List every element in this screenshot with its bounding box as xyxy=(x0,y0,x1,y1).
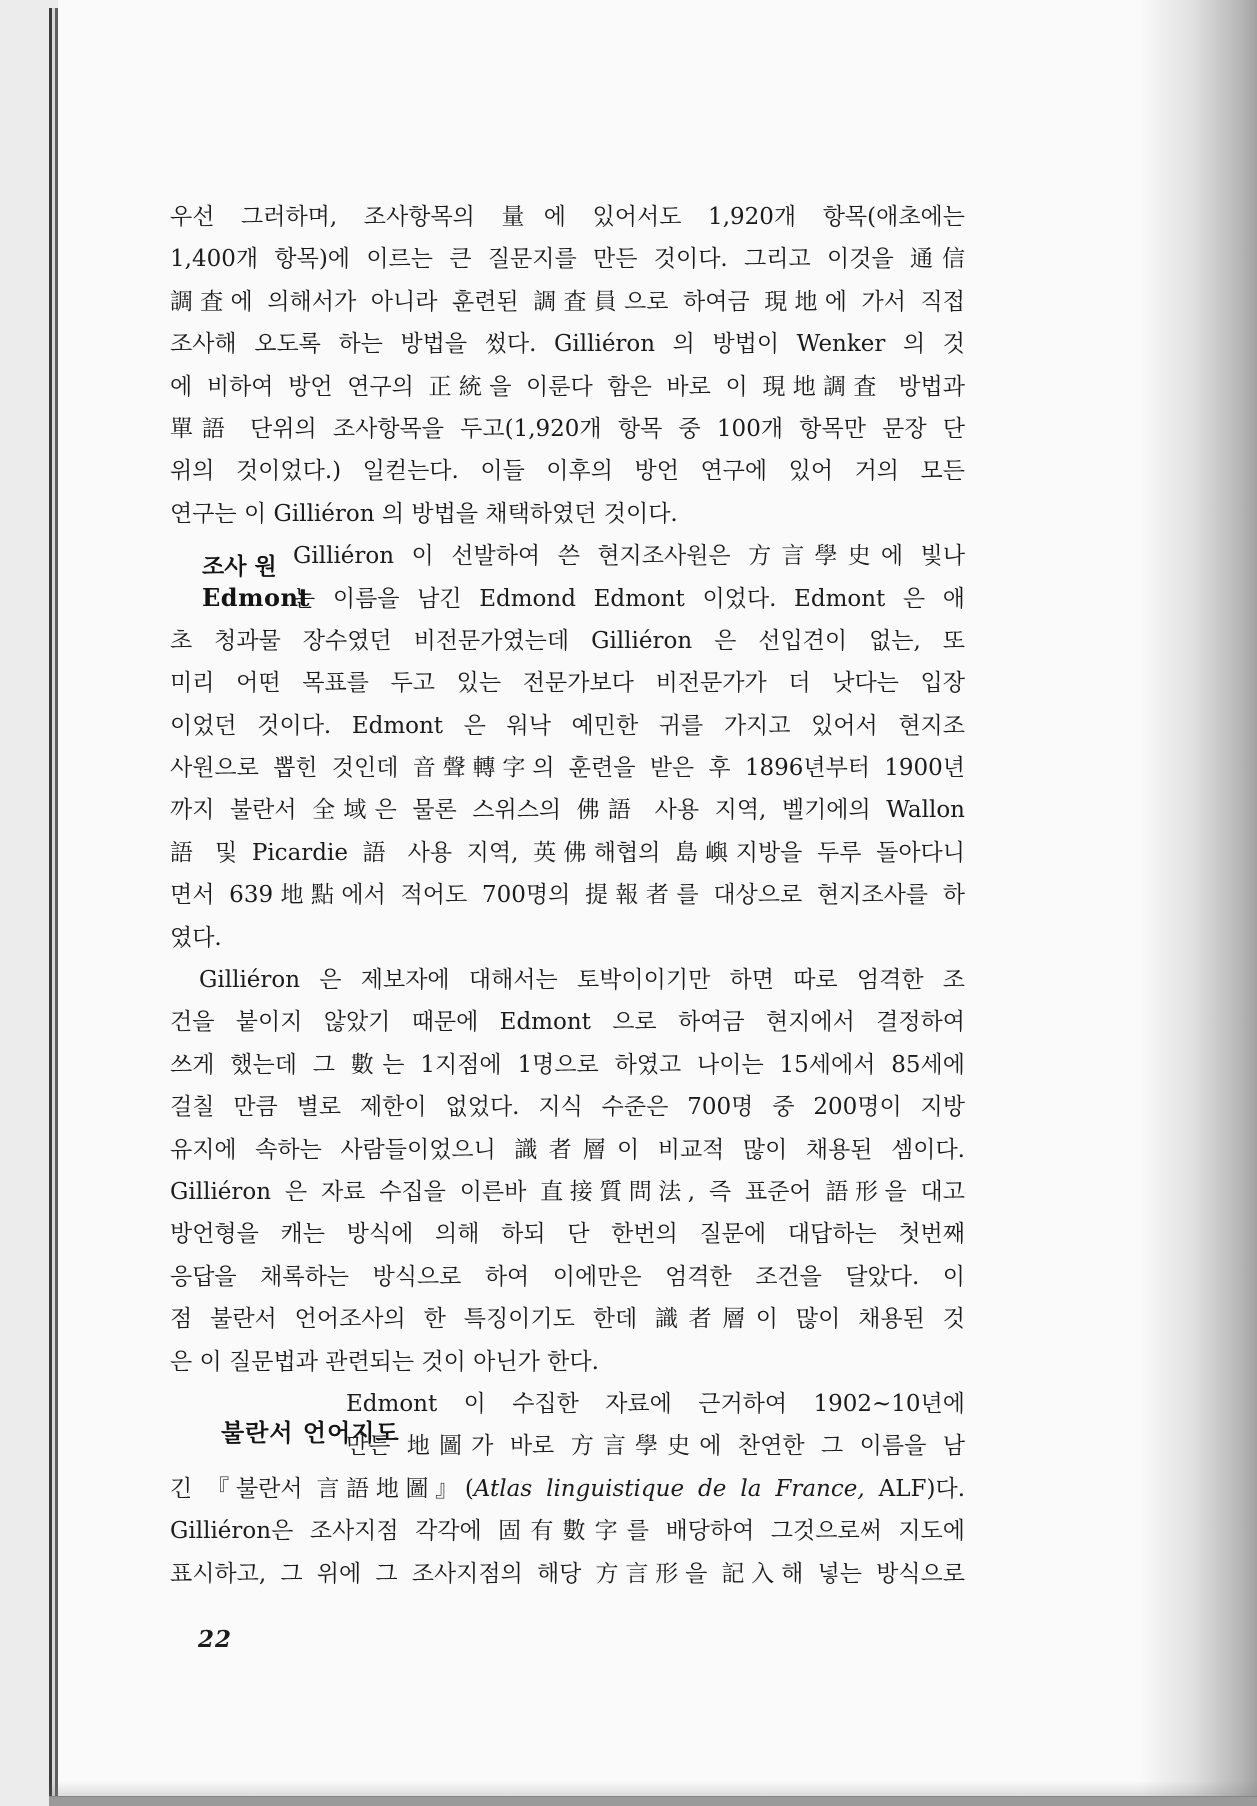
text-line xyxy=(170,662,965,704)
text-line xyxy=(170,1298,965,1340)
text-segment: 語 및 Picardie 語 사용 지역, 英佛해협의 島嶼지방을 두루 돌아다니 xyxy=(170,839,965,866)
text-line xyxy=(170,1510,965,1552)
text-line xyxy=(170,959,965,1001)
text-line xyxy=(170,1044,965,1086)
margin-note-survey-worker xyxy=(202,551,310,613)
text-line xyxy=(170,1341,965,1383)
bottom-edge-bar xyxy=(49,1796,1257,1806)
text-line xyxy=(170,747,965,789)
italic-text-segment: Atlas linguistique de la France, xyxy=(473,1475,865,1502)
text-segment: Gilliéron 이 선발하여 쓴 현지조사원은 方言學史에 빛나 xyxy=(293,543,965,570)
text-line xyxy=(170,1001,965,1043)
text-line xyxy=(170,1256,965,1298)
text-line xyxy=(170,366,965,408)
margin-note-line: 불란서 언어지도 xyxy=(221,1418,400,1447)
text-segment: 초 청과물 장수였던 비전문가였는데 Gilliéron 은 선입견이 없는, 또 xyxy=(170,627,965,654)
text-segment: 單語 단위의 조사항목을 두고(1,920개 항목 중 100개 항목만 문장 단 xyxy=(170,415,965,442)
text-segment: 사원으로 뽑힌 것인데 音聲轉字의 훈련을 받은 후 1896년부터 1900년 xyxy=(170,755,965,782)
text-segment: 은 이 질문법과 관련되는 것이 아닌가 한다. xyxy=(170,1348,599,1375)
text-segment: 이었던 것이다. Edmont 은 워낙 예민한 귀를 가지고 있어서 현지조 xyxy=(170,712,965,739)
text-segment: 긴 『불란서 言語地圖』( xyxy=(170,1475,474,1502)
text-line xyxy=(170,705,965,747)
margin-note-line: 조사 원 xyxy=(202,553,277,580)
text-segment: 위의 것이었다.) 일컫는다. 이들 이후의 방언 연구에 있어 거의 모든 xyxy=(170,458,965,485)
text-line xyxy=(170,1171,965,1213)
text-segment: 방언형을 캐는 방식에 의해 하되 단 한번의 질문에 대답하는 첫번째 xyxy=(170,1221,965,1248)
text-segment: 우선 그러하며, 조사항목의 量에 있어서도 1,920개 항목(애초에는 xyxy=(170,204,965,230)
text-line xyxy=(170,196,965,238)
text-line xyxy=(170,1553,965,1595)
text-segment: 는 이름을 남긴 Edmond Edmont 이었다. Edmont 은 애 xyxy=(293,585,965,612)
margin-note-line: Edmont xyxy=(202,583,311,612)
text-line xyxy=(170,874,965,916)
text-line xyxy=(170,450,965,492)
text-line xyxy=(170,620,965,662)
text-segment: 표시하고, 그 위에 그 조사지점의 해당 方言形을 記入해 넣는 방식으로 xyxy=(170,1560,965,1587)
text-line xyxy=(170,832,965,874)
margin-note-atlas xyxy=(221,1413,400,1448)
text-line xyxy=(170,1086,965,1128)
text-segment: 연구는 이 Gilliéron 의 방법을 채택하였던 것이다. xyxy=(170,500,678,527)
text-segment: ALF)다. xyxy=(864,1475,965,1502)
text-segment: 응답을 채록하는 방식으로 하여 이에만은 엄격한 조건을 달았다. 이 xyxy=(170,1263,965,1290)
text-segment: 까지 불란서 全域은 물론 스위스의 佛語 사용 지역, 벨기에의 Wallon xyxy=(170,797,965,824)
text-line xyxy=(170,493,965,535)
text-line xyxy=(170,281,965,323)
text-segment: Gilliéron은 조사지점 각각에 固有數字를 배당하여 그것으로써 지도에 xyxy=(170,1518,965,1545)
text-line xyxy=(170,1468,965,1510)
page-number: 22 xyxy=(198,1626,233,1653)
text-segment: 였다. xyxy=(170,924,222,951)
text-line xyxy=(170,323,965,365)
text-segment: 에 비하여 방언 연구의 正統을 이룬다 함은 바로 이 現地調査 방법과 xyxy=(170,373,965,400)
text-segment: 면서 639地點에서 적어도 700명의 提報者를 대상으로 현지조사를 하 xyxy=(170,882,965,909)
page-curl-shadow xyxy=(1139,0,1257,1806)
text-segment: Gilliéron 은 제보자에 대해서는 토박이이기만 하면 따로 엄격한 조 xyxy=(199,967,965,994)
text-segment: Gilliéron 은 자료 수집을 이른바 直接質問法, 즉 표준어 語形을 대고 xyxy=(170,1178,965,1205)
text-segment: 調査에 의해서가 아니라 훈련된 調査員으로 하여금 現地에 가서 직접 xyxy=(170,288,965,315)
text-line xyxy=(170,1129,965,1171)
text-segment: 미리 어떤 목표를 두고 있는 전문가보다 비전문가가 더 낫다는 입장 xyxy=(170,670,965,697)
text-segment: 조사해 오도록 하는 방법을 썼다. Gilliéron 의 방법이 Wenker 의 것 xyxy=(170,331,965,358)
text-line xyxy=(170,408,965,450)
text-column xyxy=(170,196,965,1595)
text-segment: 1,400개 항목)에 이르는 큰 질문지를 만든 것이다. 그리고 이것을 通信 xyxy=(170,246,965,273)
text-segment: 건을 붙이지 않았기 때문에 Edmont 으로 하여금 현지에서 결정하여 xyxy=(170,1009,965,1036)
text-segment: 걸칠 만큼 별로 제한이 없었다. 지식 수준은 700명 중 200명이 지방 xyxy=(170,1094,965,1121)
text-segment: 유지에 속하는 사람들이었으니 識者層이 비교적 많이 채용된 셈이다. xyxy=(170,1136,965,1163)
text-segment: 점 불란서 언어조사의 한 특징이기도 한데 識者層이 많이 채용된 것 xyxy=(170,1306,965,1333)
text-line xyxy=(170,238,965,280)
text-line xyxy=(170,1213,965,1255)
text-segment: Edmont 이 수집한 자료에 근거하여 1902~10년에 xyxy=(346,1390,965,1417)
page-edge-line-inner xyxy=(55,8,58,1800)
text-segment: 만든 地圖가 바로 方言學史에 찬연한 그 이름을 남 xyxy=(346,1433,965,1460)
bottom-edge-shadow xyxy=(49,1781,1257,1797)
text-line xyxy=(170,789,965,831)
text-line xyxy=(170,917,965,959)
text-segment: 쓰게 했는데 그 數는 1지점에 1명으로 하였고 나이는 15세에서 85세에 xyxy=(170,1051,965,1078)
